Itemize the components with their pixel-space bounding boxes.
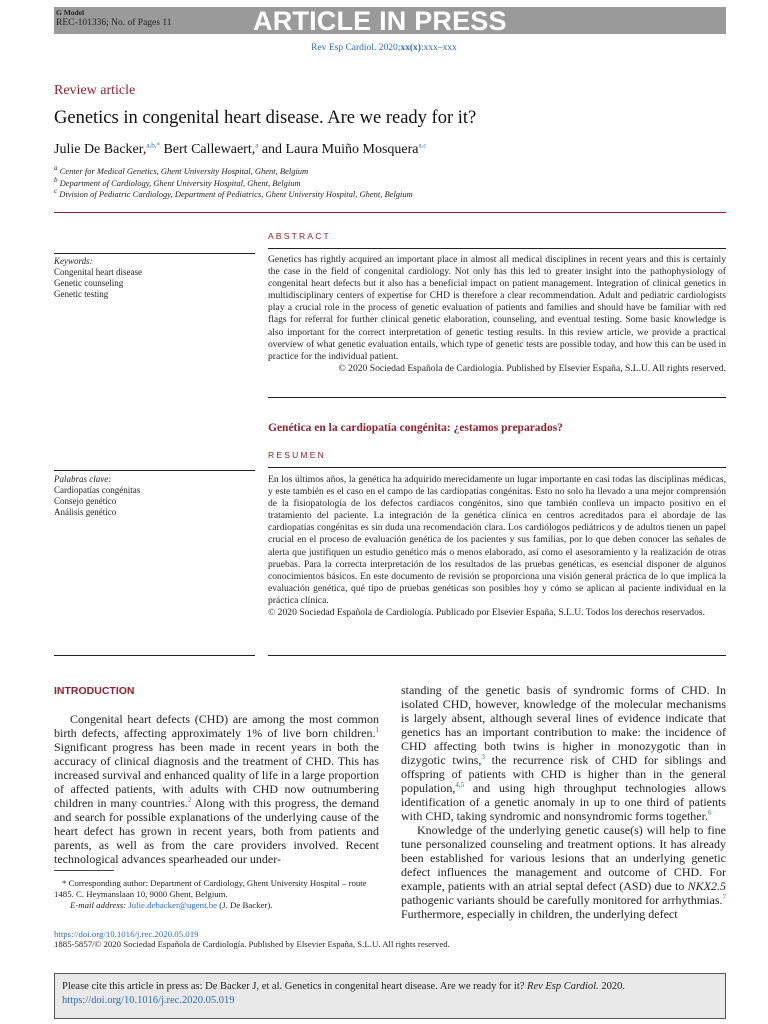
journal-citation[interactable]: Rev Esp Cardiol. 2020;xx(x):xxx–xxx: [311, 43, 457, 53]
divider: [268, 248, 726, 249]
footnote-rule: [54, 870, 114, 871]
abstract-text: Genetics has rightly acquired an important place in almost all medical disciplines in recent years and this is certainly the case in the field of congenital cardiology. Not only has this led to greater insight into the pathophysiology of congenital heart defects but it also has a beneficial impact on patient management. Integration of clinical genetics in multidisciplinary centers of expertise for CHD is therefore a clear recommendation. Adult and pediatric cardiologists play a crucial role in the process of genetic evaluation of patients and families and should have be familiar with red flags for referral for further clinical genetic elaboration, counseling, and eventual testing. Some basic knowledge is also important for the correct interpretation of genetic testing results. In this review article, we provide a practical overview of what genetic evaluation entails, which type of genetic tests are possible today, and how this can be used in practice for the individual patient. © 2020 Sociedad Española de Cardiología. Published by Elsevier España, S.L.U. All rights reserved.: [268, 254, 726, 374]
keyword: Congenital heart disease: [54, 267, 142, 277]
introduction-heading: INTRODUCTION: [54, 685, 135, 697]
body-column-right: [401, 683, 726, 921]
article-type: Review article: [54, 83, 136, 98]
email-link[interactable]: Julie.debacker@ugent.be: [128, 900, 218, 910]
resumen-heading: RESUMEN: [268, 450, 326, 460]
keyword: Análisis genético: [54, 507, 117, 517]
keywords-box: [54, 256, 254, 300]
cite-text: Please cite this article in press as: De Backer J, et al. Genetics in congenital heart disease. Are we ready for it? Rev Esp Cardiol. 2020. https://doi.org/10.1016/j.rec.2020.05.019: [62, 981, 625, 1006]
g-model-label: G Model: [56, 8, 85, 17]
abstract-heading: ABSTRACT: [268, 231, 331, 241]
author-sup-link[interactable]: a,c: [418, 141, 427, 150]
author-sup-link[interactable]: a,b,*: [146, 141, 160, 150]
doi-link[interactable]: https://doi.org/10.1016/j.rec.2020.05.019: [54, 929, 199, 939]
keyword: Consejo genético: [54, 496, 117, 506]
intro-paragraph: standing of the genetic basis of syndromic forms of CHD. In isolated CHD, however, knowledge of the molecular mechanisms is largely absent, although several lines of evidence indicate that genetics has an important contribution to make: the incidence of CHD affecting both twins is higher in monozygotic than in dizygotic twins,$^3$ the recurrence risk of CHD for siblings and offspring of patients with CHD is higher than in the general population,$^{4,5}$ and using high throughput technologies allows identification of a genetic anomaly in up to one third of patients with CHD, taking syndromic and nonsyndromic forms together.$^6$: [401, 683, 726, 823]
banner-text: ARTICLE IN PRESS: [253, 6, 507, 36]
intro-paragraph: Knowledge of the underlying genetic cause(s) will help to fine tune personalized counseling and treatment options. It has already been established for various lesions that an underlying genetic defect influences the management and outcome of CHD. For example, patients with an atrial septal defect (ASD) due to NKX2.5 pathogenic variants should be carefully monitored for arrhythmias.$^7$ Furthermore, especially in children, the underlying defect: [401, 823, 726, 921]
keywords-label: Keywords:: [54, 256, 93, 266]
rec-number: REC-101336; No. of Pages 11: [56, 18, 172, 28]
reference-link[interactable]: 3: [481, 753, 485, 761]
keyword: Genetic counseling: [54, 278, 124, 288]
reference-link[interactable]: 1: [375, 726, 379, 734]
keywords-label: Palabras clave:: [54, 474, 112, 484]
divider: [268, 467, 726, 468]
gene-name: NKX2.5: [687, 879, 726, 893]
article-title: Genetics in congenital heart disease. Are we ready for it?: [54, 108, 477, 128]
abstract-copyright: © 2020 Sociedad Española de Cardiología. Published by Elsevier España, S.L.U. All rights reserved.: [338, 362, 726, 374]
reference-link[interactable]: 6: [707, 809, 712, 817]
corresponding-footnote: * Corresponding author: Department of Cardiology, Ghent University Hospital – route 1485. C. Heymanslaan 10, 9000 Ghent, Belgium. E-mail address: Julie.debacker@ugent.be (J. De Backer).: [54, 878, 367, 910]
cite-doi-link[interactable]: https://doi.org/10.1016/j.rec.2020.05.019: [62, 995, 235, 1006]
reference-link[interactable]: 2: [187, 796, 192, 804]
intro-paragraph: Congenital heart defects (CHD) are among the most common birth defects, affecting approximately 1% of live born children.$^1$ Significant progress has been made in recent years in both the accuracy of clinical diagnosis and the treatment of CHD. This has increased survival and enhanced quality of life in a large proportion of affected patients, with adults with CHD now outnumbering children in many countries.$^2$ Along with this progress, the demand and search for possible explanations of the underlying cause of the heart defect has grown in recent years, both from patients and parents, as well as from the care providers involved. Recent technological advances spearheaded our under-: [54, 712, 379, 866]
author-list: Julie De Backer,$^{a,b,*}$ Bert Callewaert,$^a$ and Laura Muiño Mosquera$^{a,c}$: [54, 141, 427, 157]
reference-link[interactable]: 4,5: [455, 781, 465, 789]
resumen-copyright: © 2020 Sociedad Española de Cardiología. Publicado por Elsevier España, S.L.U. Todos los derechos reservados.: [268, 607, 705, 619]
divider: [54, 655, 255, 656]
keyword: Cardiopatías congénitas: [54, 485, 141, 495]
reference-link[interactable]: 7: [722, 893, 726, 901]
divider: [54, 253, 255, 254]
divider: [268, 655, 726, 656]
author-sup-link[interactable]: a: [255, 141, 259, 150]
palabras-clave-box: [54, 474, 254, 518]
body-column-left: [54, 712, 379, 866]
issn-copyright: 1885-5857/© 2020 Sociedad Española de Cardiología. Published by Elsevier España, S.L.U. All rights reserved.: [54, 939, 450, 949]
keyword: Genetic testing: [54, 289, 109, 299]
affiliation: $^b$ Department of Cardiology, Ghent University Hospital, Ghent, Belgium: [54, 176, 301, 188]
resumen-text: En los últimos años, la genética ha adquirido merecidamente un lugar importante en casi todas las disciplinas médicas, y este también es el caso en el campo de las cardiopatías congénitas. Esto no solo ha llevado a una mejor comprensión de la fisiopatología de los defectos cardiacos congénitos, sino que también conlleva un impacto positivo en el tratamiento del paciente. La integración de la genética clínica en centros acreditados para el abordaje de las cardiopatías congénitas es sin duda una recomendación clara. Los cardiólogos pediátricos y de adultos tienen un papel crucial en el proceso de evaluación genética de los pacientes y sus familias, por lo que deben conocer las señales de alerta que justifiquen un estudio genético más o menos elaborado, así como el asesoramiento y la realización de otras pruebas. Para la correcta interpretación de los resultados de las pruebas genéticas, es esencial disponer de algunos conocimientos básicos. En este documento de revisión se proporciona una visión general práctica de lo que implica la evaluación genética, qué tipo de pruebas genéticas son posibles hoy y cómo se aplican al paciente individual en la práctica clínica. © 2020 Sociedad Española de Cardiología. Publicado por Elsevier España, S.L.U. Todos los derechos reservados.: [268, 474, 726, 619]
affiliation: $^a$ Center for Medical Genetics, Ghent University Hospital, Ghent, Belgium: [54, 164, 309, 176]
divider: [54, 212, 726, 213]
spanish-title: Genética en la cardiopatía congénita: ¿estamos preparados?: [268, 422, 563, 434]
divider: [54, 470, 255, 471]
affiliation: $^c$ Division of Pediatric Cardiology, Department of Pediatrics, Ghent University Hospital, Ghent, Belgium: [54, 187, 413, 199]
divider: [268, 397, 726, 398]
